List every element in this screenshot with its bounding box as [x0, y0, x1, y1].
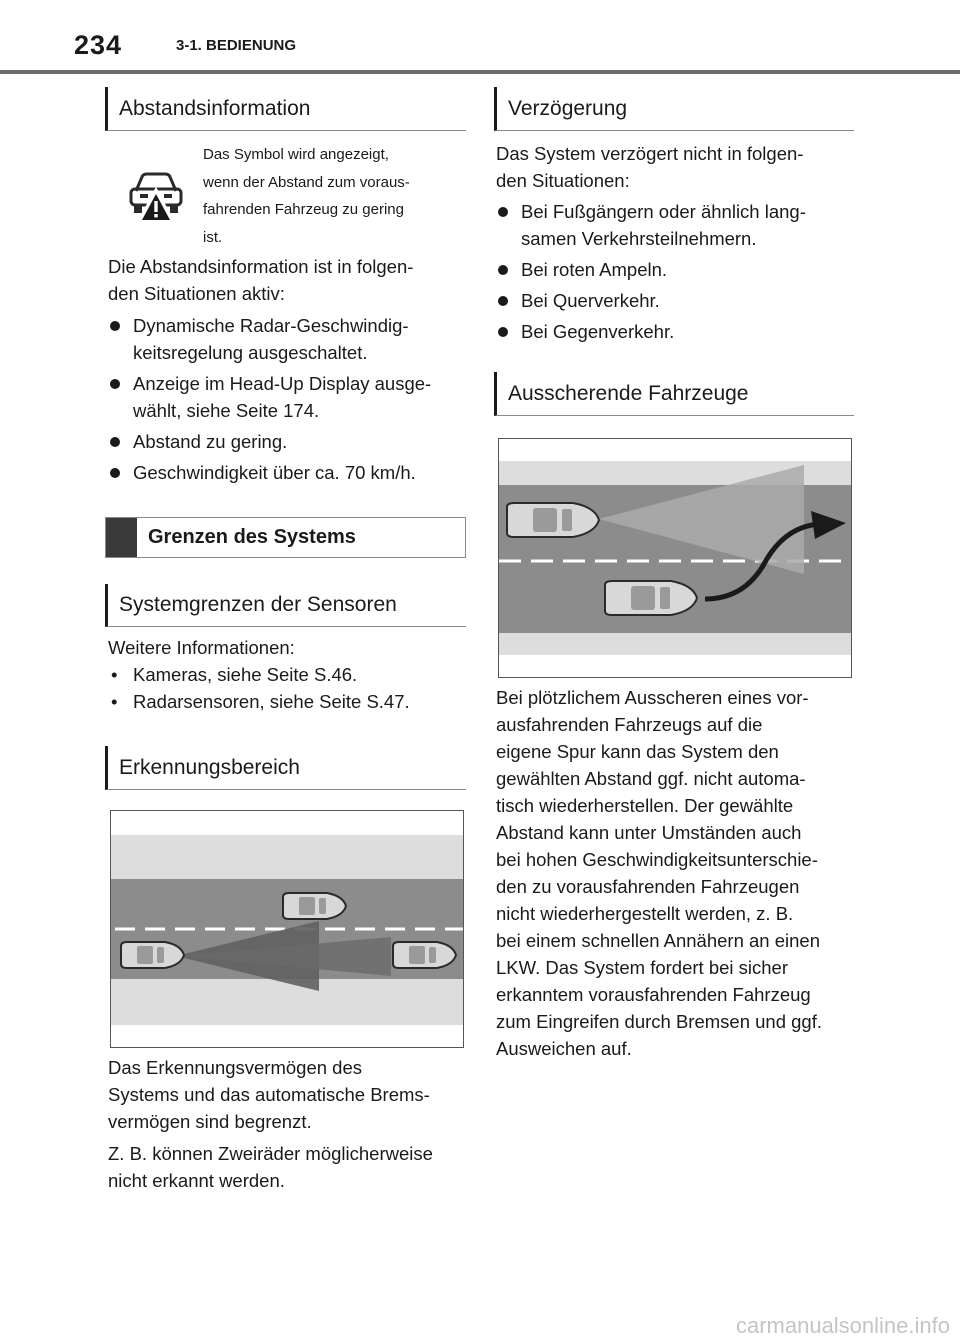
detection-range-illustration	[111, 811, 463, 1047]
ausscherend-para	[496, 684, 822, 1062]
text-line: zum Eingreifen durch Bremsen und ggf.	[496, 1011, 822, 1032]
heading-marker	[106, 518, 137, 557]
heading-text: Ausscherende Fahrzeuge	[508, 381, 749, 405]
car-icon	[121, 942, 184, 968]
text-line: ausfahrenden Fahrzeugs auf die	[496, 714, 763, 735]
list-item: Geschwindigkeit über ca. 70 km/h.	[108, 459, 478, 486]
section-title: 3-1. BEDIENUNG	[176, 37, 297, 54]
list-item: • Kameras, siehe Seite S.46.	[108, 661, 478, 688]
erkennung-para1	[108, 1054, 430, 1135]
text-line: erkanntem vorausfahrenden Fahrzeug	[496, 984, 811, 1005]
heading-grenzen-des-systems	[105, 517, 466, 558]
text-line: Abstand kann unter Umständen auch	[496, 822, 802, 843]
verzoegerung-list	[496, 198, 866, 349]
text-line: Z. B. können Zweiräder möglicherweise	[108, 1143, 433, 1164]
heading-text: Abstandsinformation	[119, 96, 311, 120]
heading-text: Erkennungsbereich	[119, 755, 300, 779]
heading-text: Verzögerung	[508, 96, 628, 120]
list-item: Dynamische Radar-Geschwindig- keitsregelung ausgeschaltet.	[108, 312, 478, 366]
heading-ausscherende-fahrzeuge	[494, 372, 854, 416]
text-line: bei hohen Geschwindigkeitsunterschie-	[496, 849, 818, 870]
text-line: nicht erkannt werden.	[108, 1170, 285, 1191]
text-line: vermögen sind begrenzt.	[108, 1111, 312, 1132]
text-line: Das System verzögert nicht in folgen-	[496, 143, 804, 164]
text-line: wenn der Abstand zum voraus-	[203, 173, 410, 191]
text-line: nicht wiederhergestellt werden, z. B.	[496, 903, 794, 924]
text-line: den Situationen:	[496, 170, 630, 191]
heading-text: Systemgrenzen der Sensoren	[119, 593, 397, 616]
text-line: den Situationen aktiv:	[108, 283, 285, 304]
heading-verzoegerung	[494, 87, 854, 131]
sensoren-intro: Weitere Informationen:	[108, 637, 295, 658]
text-line: Das Erkennungsvermögen des	[108, 1057, 363, 1078]
heading-systemgrenzen-sensoren	[105, 584, 466, 627]
symbol-description	[203, 141, 410, 251]
figure-erkennungsbereich	[110, 810, 464, 1048]
verzoegerung-intro	[496, 140, 803, 194]
header-divider	[0, 70, 960, 74]
heading-erkennungsbereich	[105, 746, 466, 790]
list-item: Anzeige im Head-Up Display ausge- wählt, siehe Seite 174.	[108, 370, 478, 424]
text-line: eigene Spur kann das System den	[496, 741, 779, 762]
lane-change-illustration	[499, 439, 851, 677]
text-line: fahrenden Fahrzeug zu gering	[203, 201, 404, 218]
abstandsinformation-list	[108, 312, 478, 490]
page-number: 234	[74, 30, 123, 60]
text-line: den zu vorausfahrenden Fahrzeugen	[496, 876, 800, 897]
list-item: • Radarsensoren, siehe Seite S.47.	[108, 688, 478, 715]
text-line: ist.	[203, 228, 223, 246]
list-item: Abstand zu gering.	[108, 428, 478, 455]
figure-ausscherende-fahrzeuge	[498, 438, 852, 678]
text-line: Die Abstandsinformation ist in folgen-	[108, 256, 414, 277]
list-item: Bei Gegenverkehr.	[496, 318, 866, 345]
text-line: Bei plötzlichem Ausscheren eines vor-	[496, 687, 809, 708]
list-item: Bei Fußgängern oder ähnlich lang- samen Verkehrsteilnehmern.	[496, 198, 866, 252]
sensoren-list	[108, 661, 478, 715]
watermark: carmanualsonline.info	[735, 1313, 950, 1338]
heading-text: Grenzen des Systems	[148, 526, 356, 548]
car-warning-icon	[128, 167, 184, 223]
car-icon	[393, 942, 456, 968]
car-icon	[283, 893, 346, 919]
text-line: Ausweichen auf.	[496, 1038, 632, 1059]
text-line: Systems und das automatische Brems-	[108, 1084, 430, 1105]
erkennung-para2	[108, 1140, 433, 1194]
text-line: tisch wiederherstellen. Der gewählte	[496, 795, 794, 816]
text-line: LKW. Das System fordert bei sicher	[496, 957, 788, 978]
heading-abstandsinformation	[105, 87, 466, 131]
list-item: Bei Querverkehr.	[496, 287, 866, 314]
text-line: Das Symbol wird angezeigt,	[203, 146, 389, 163]
car-icon	[507, 503, 599, 537]
car-icon	[605, 581, 697, 615]
text-line: gewählten Abstand ggf. nicht automa-	[496, 768, 806, 789]
abstandsinformation-intro	[108, 253, 413, 307]
text-line: bei einem schnellen Annähern an einen	[496, 930, 820, 951]
list-item: Bei roten Ampeln.	[496, 256, 866, 283]
